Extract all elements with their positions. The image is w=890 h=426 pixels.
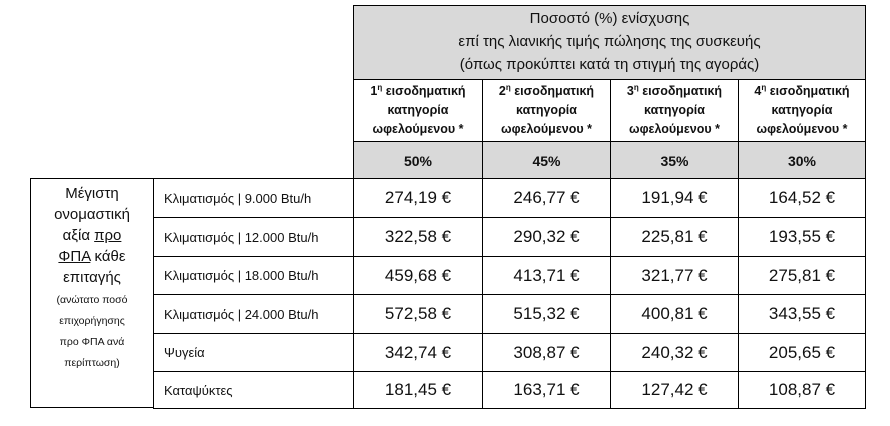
row-label: Κλιματισμός | 9.000 Btu/h: [153, 178, 353, 217]
category-cell-4: [738, 80, 866, 141]
percent-cell-1: 50%: [353, 141, 482, 179]
category-4-line-2: κατηγορία: [771, 103, 833, 117]
category-2-line-3: ωφελούμενου *: [501, 122, 592, 136]
value-cell: 343,55 €: [738, 294, 866, 333]
value-cell: 246,77 €: [482, 178, 610, 217]
value-cell: 193,55 €: [738, 217, 866, 256]
category-3-line-3: ωφελούμενου *: [629, 122, 720, 136]
left-note-l4: περίπτωση): [64, 357, 120, 369]
category-3-line-2: κατηγορία: [644, 103, 705, 117]
value-cell: 413,71 €: [482, 256, 610, 294]
value-cell: 322,58 €: [353, 217, 482, 256]
header-line-2: επί της λιανικής τιμής πώλησης της συσκευής: [458, 33, 761, 50]
category-1-line-2: κατηγορία: [387, 103, 449, 117]
value-cell: 308,87 €: [482, 333, 610, 371]
row-label: Ψυγεία: [153, 333, 353, 371]
left-note-l2: επιχορήγησης: [59, 315, 125, 327]
value-cell: 181,45 €: [353, 371, 482, 409]
value-cell: 400,81 €: [610, 294, 738, 333]
row-label: Καταψύκτες: [153, 371, 353, 409]
value-cell: 342,74 €: [353, 333, 482, 371]
value-cell: 515,32 €: [482, 294, 610, 333]
value-cell: 163,71 €: [482, 371, 610, 409]
category-1-line-1: $1^\eta$ εισοδηματική: [370, 82, 466, 98]
value-cell: 225,81 €: [610, 217, 738, 256]
left-header-cell: [30, 178, 153, 408]
left-header-l3: αξία προ: [62, 227, 122, 244]
header-line-1: Ποσοστό (%) ενίσχυσης: [529, 10, 690, 27]
header-line-3: (όπως προκύπτει κατά τη στιγμή της αγοράς): [459, 56, 760, 73]
percent-cell-2: 45%: [482, 141, 610, 179]
category-cell-3: [610, 80, 738, 141]
left-header-l1: Μέγιστη: [65, 185, 119, 202]
row-label: Κλιματισμός | 24.000 Btu/h: [153, 294, 353, 333]
category-4-line-1: $4^\eta$ εισοδηματική: [754, 82, 850, 98]
left-header-l4: ΦΠΑ κάθε: [58, 248, 126, 265]
value-cell: 321,77 €: [610, 256, 738, 294]
left-header-l2: ονομαστική: [54, 206, 130, 223]
value-cell: 240,32 €: [610, 333, 738, 371]
category-2-line-2: κατηγορία: [516, 103, 577, 117]
left-note-l3: προ ΦΠΑ ανά: [59, 336, 125, 348]
value-cell: 275,81 €: [738, 256, 866, 294]
category-1-line-3: ωφελούμενου *: [372, 122, 464, 136]
percent-cell-3: 35%: [610, 141, 738, 179]
value-cell: 274,19 €: [353, 178, 482, 217]
category-cell-2: [482, 80, 610, 141]
category-4-line-3: ωφελούμενου *: [756, 122, 848, 136]
value-cell: 290,32 €: [482, 217, 610, 256]
row-label: Κλιματισμός | 18.000 Btu/h: [153, 256, 353, 294]
left-note-l1: (ανώτατο ποσό: [56, 294, 128, 306]
value-cell: 459,68 €: [353, 256, 482, 294]
value-cell: 205,65 €: [738, 333, 866, 371]
value-cell: 572,58 €: [353, 294, 482, 333]
percent-cell-4: 30%: [738, 141, 866, 179]
category-2-line-1: $2^\eta$ εισοδηματική: [498, 82, 595, 98]
value-cell: 164,52 €: [738, 178, 866, 217]
header-title: [353, 8, 866, 78]
row-label: Κλιματισμός | 12.000 Btu/h: [153, 217, 353, 256]
category-cell-1: [353, 80, 482, 141]
category-3-line-1: $3^\eta$ εισοδηματική: [626, 82, 723, 98]
value-cell: 191,94 €: [610, 178, 738, 217]
left-header-l5: επιταγής: [63, 269, 121, 286]
value-cell: 127,42 €: [610, 371, 738, 409]
value-cell: 108,87 €: [738, 371, 866, 409]
